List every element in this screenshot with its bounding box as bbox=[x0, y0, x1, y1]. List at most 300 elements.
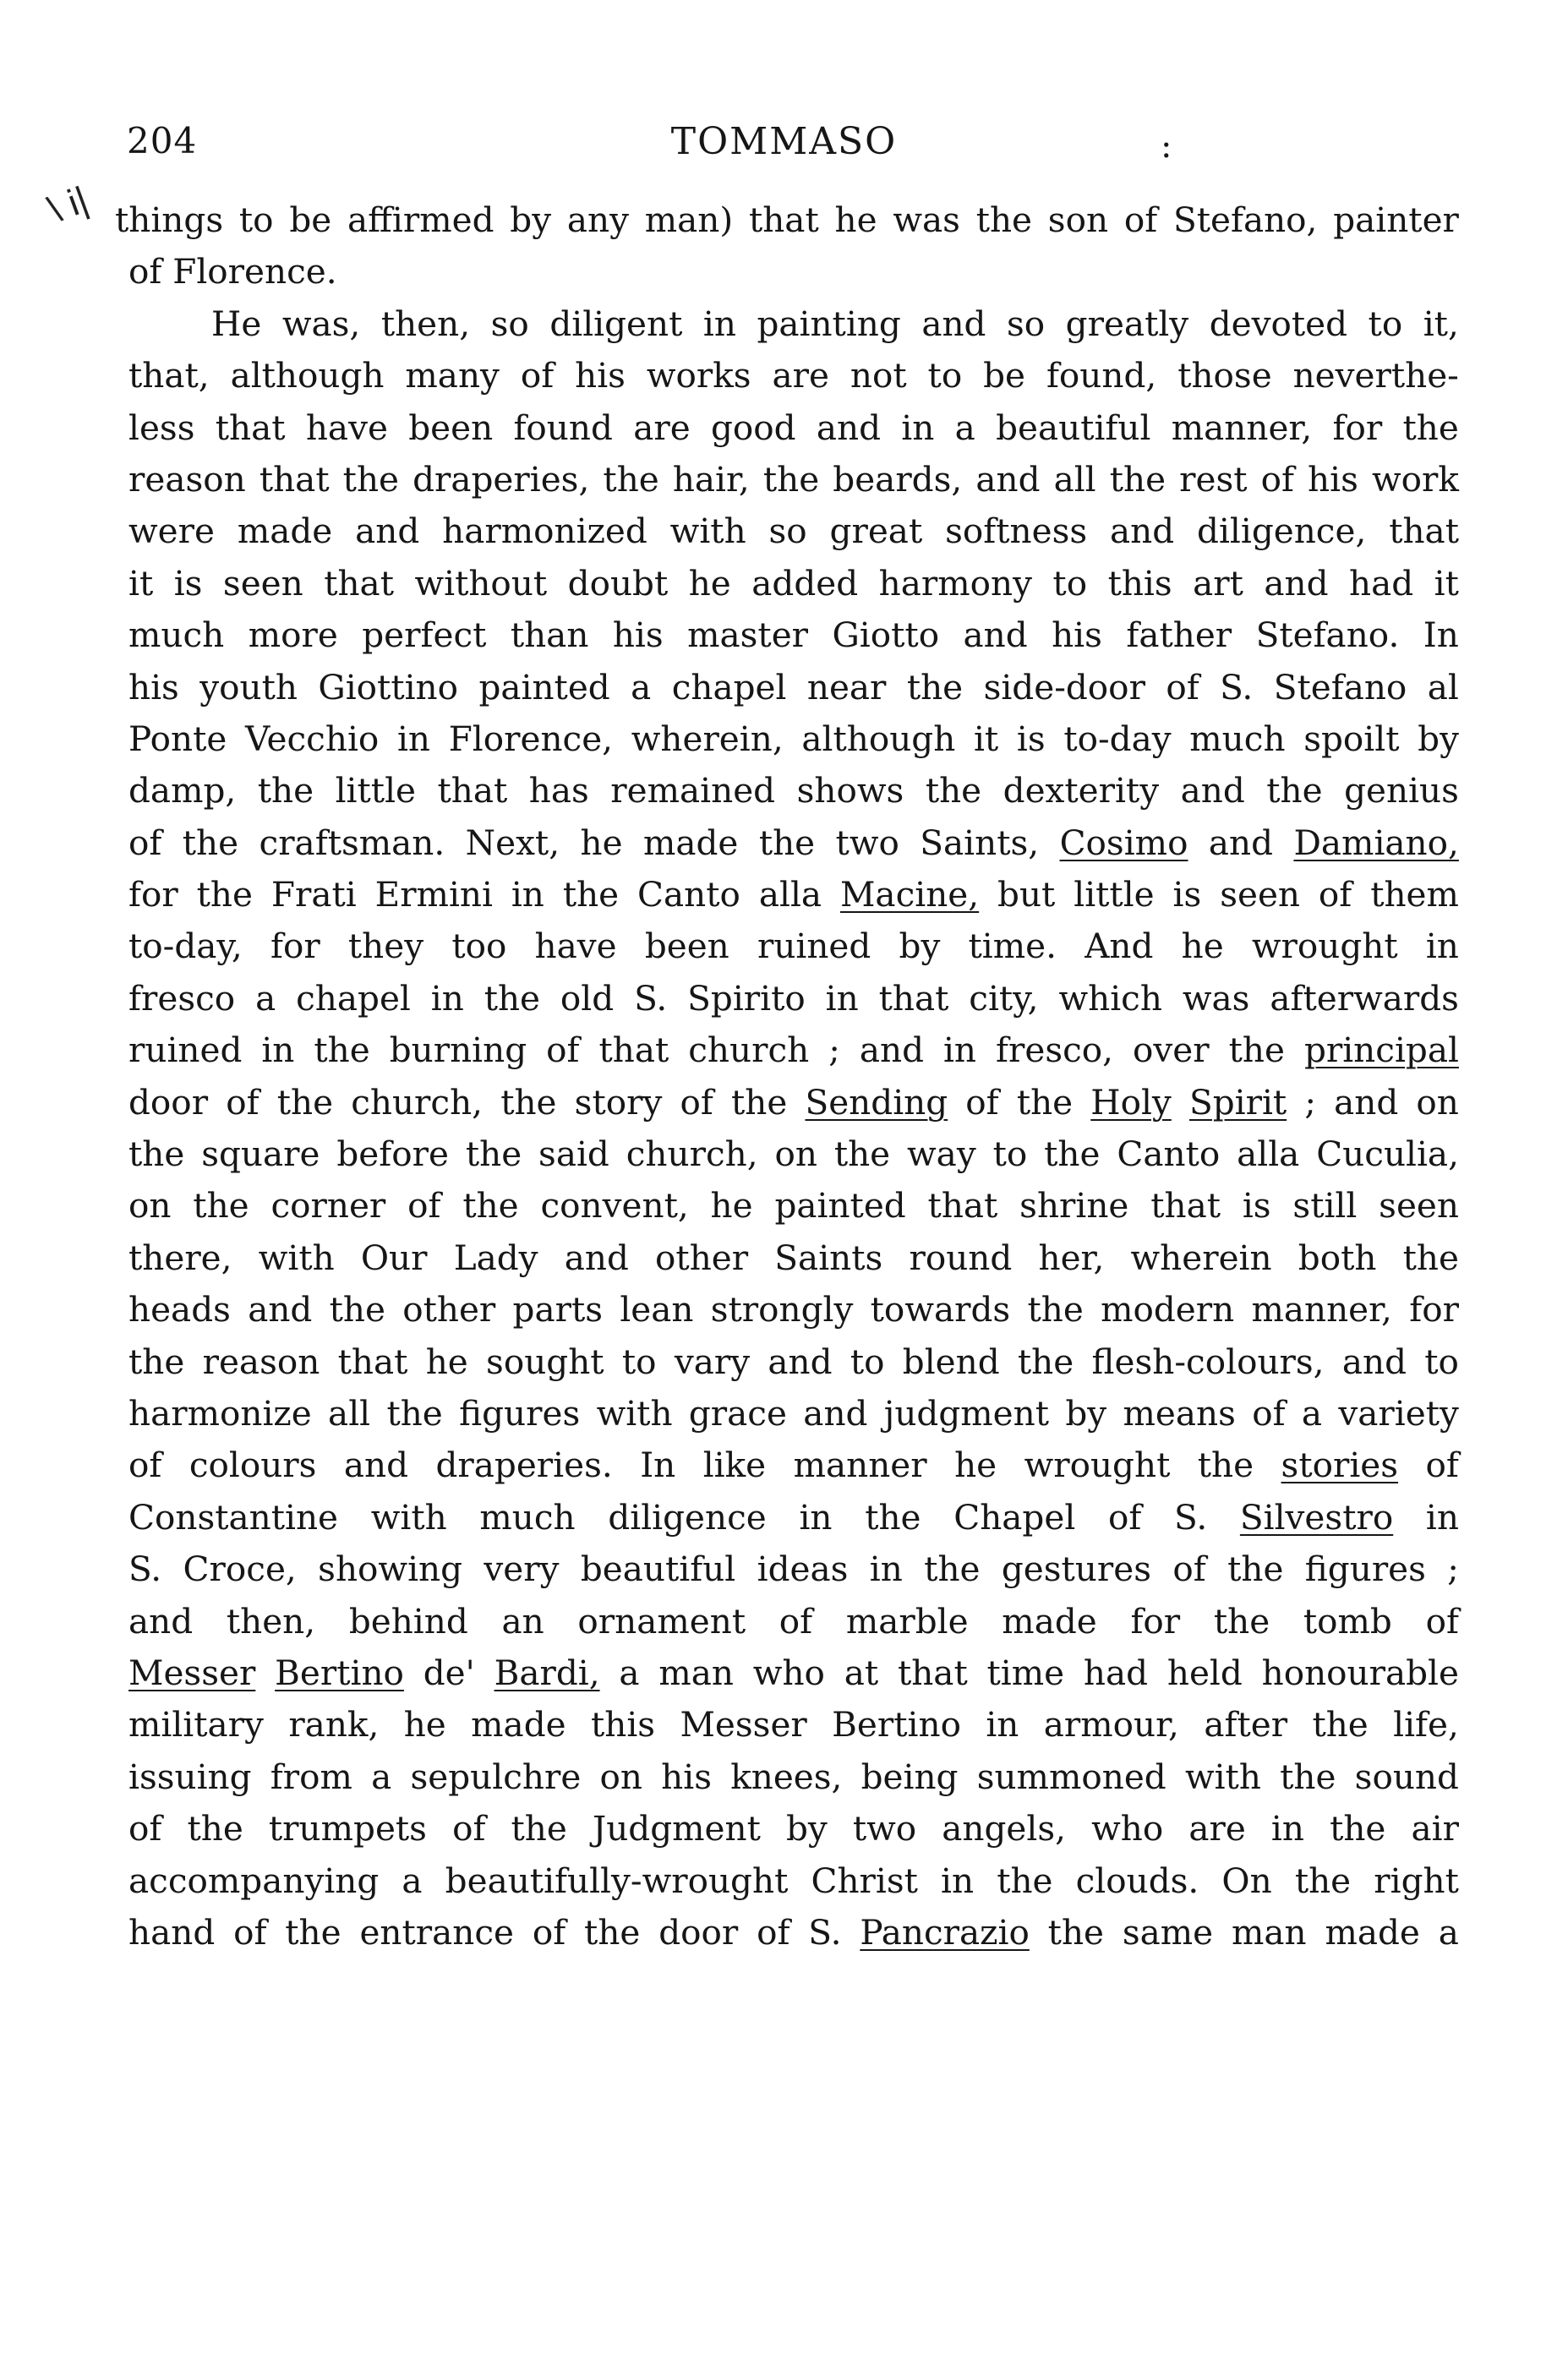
word: the bbox=[731, 1081, 788, 1123]
word: the bbox=[193, 1185, 249, 1226]
word: with bbox=[258, 1237, 335, 1278]
text-line bbox=[128, 1751, 1459, 1803]
word: an bbox=[501, 1600, 544, 1642]
word: the bbox=[1294, 1860, 1352, 1901]
word: that bbox=[927, 1185, 998, 1226]
word: those bbox=[1177, 355, 1272, 396]
word: greatly bbox=[1065, 303, 1189, 344]
word: the bbox=[500, 1081, 557, 1123]
text-line bbox=[128, 350, 1459, 402]
word: then, bbox=[380, 303, 471, 344]
word: Silvestro bbox=[1239, 1496, 1394, 1538]
word: and bbox=[564, 1237, 629, 1278]
word: master bbox=[687, 615, 809, 656]
word: the bbox=[465, 1134, 522, 1175]
word: the bbox=[1228, 1030, 1285, 1071]
word: affirmed bbox=[347, 199, 494, 240]
word: S. bbox=[808, 1911, 842, 1953]
word: ; bbox=[1447, 1549, 1459, 1590]
word: for bbox=[270, 926, 320, 967]
word: Saints, bbox=[920, 822, 1040, 863]
word: who bbox=[752, 1652, 825, 1693]
word: in bbox=[396, 718, 431, 759]
word: door bbox=[658, 1911, 739, 1953]
word: alla bbox=[758, 874, 822, 915]
word: little bbox=[335, 770, 416, 811]
word: Ponte bbox=[128, 718, 227, 759]
word: de' bbox=[423, 1652, 475, 1693]
word: of bbox=[779, 1600, 813, 1642]
word: the bbox=[182, 822, 239, 863]
word: Cuculia, bbox=[1316, 1134, 1459, 1175]
word: Giotto bbox=[832, 615, 940, 656]
word: in bbox=[825, 977, 859, 1019]
word: was bbox=[893, 199, 960, 240]
word: and bbox=[1334, 1081, 1399, 1123]
word: both bbox=[1298, 1237, 1377, 1278]
text-line bbox=[128, 1907, 1459, 1959]
word: in bbox=[702, 303, 736, 344]
word: it bbox=[128, 562, 154, 604]
word: of bbox=[1107, 1496, 1142, 1538]
word: wherein bbox=[1130, 1237, 1272, 1278]
word: so bbox=[1006, 303, 1046, 344]
word: that bbox=[1150, 1185, 1221, 1226]
word: accompanying bbox=[128, 1860, 380, 1901]
word: S. bbox=[634, 977, 668, 1019]
word: way bbox=[907, 1134, 976, 1175]
word: little bbox=[1074, 874, 1155, 915]
word: a bbox=[255, 977, 276, 1019]
word: Croce, bbox=[183, 1549, 297, 1590]
word: very bbox=[484, 1549, 560, 1590]
word: Christ bbox=[811, 1860, 918, 1901]
word: wrought bbox=[1024, 1445, 1171, 1486]
word: convent, bbox=[540, 1185, 689, 1226]
word: Messer bbox=[680, 1704, 807, 1745]
word: beautiful bbox=[996, 407, 1151, 448]
word: still bbox=[1292, 1185, 1358, 1226]
word: manner, bbox=[1251, 1289, 1392, 1330]
word: marble bbox=[845, 1600, 969, 1642]
word: harmonized bbox=[442, 511, 647, 552]
word: he bbox=[834, 199, 877, 240]
word: life, bbox=[1393, 1704, 1459, 1745]
word: Spirit bbox=[1188, 1081, 1287, 1123]
word: he bbox=[1181, 926, 1224, 967]
text-line bbox=[128, 973, 1459, 1024]
word: over bbox=[1133, 1030, 1210, 1071]
text-line bbox=[128, 869, 1459, 921]
word: the bbox=[276, 1081, 334, 1123]
word: in bbox=[869, 1549, 903, 1590]
word: summoned bbox=[976, 1756, 1166, 1797]
word: seen bbox=[1220, 874, 1301, 915]
word: the bbox=[924, 1549, 981, 1590]
word: Damiano, bbox=[1293, 822, 1459, 863]
word: many bbox=[405, 355, 500, 396]
word: reason bbox=[128, 458, 246, 500]
word: draperies. bbox=[435, 1445, 613, 1486]
word: the bbox=[314, 1030, 370, 1071]
word: although bbox=[801, 718, 956, 759]
word: trumpets bbox=[268, 1808, 427, 1849]
word: church, bbox=[626, 1134, 758, 1175]
word: he bbox=[425, 1341, 468, 1382]
word: the bbox=[484, 977, 541, 1019]
word: is bbox=[1242, 1185, 1271, 1226]
word: of bbox=[1425, 1600, 1459, 1642]
word: is bbox=[1016, 718, 1046, 759]
word: father bbox=[1126, 615, 1232, 656]
word: that bbox=[215, 407, 286, 448]
word: old bbox=[560, 977, 615, 1019]
word: shrine bbox=[1019, 1185, 1129, 1226]
word: diligent bbox=[549, 303, 683, 344]
text-line bbox=[128, 1284, 1459, 1336]
word: side-door bbox=[983, 666, 1145, 707]
word: be bbox=[983, 355, 1026, 396]
word: diligence, bbox=[1197, 511, 1367, 552]
word: chapel bbox=[671, 666, 787, 707]
word: clouds. bbox=[1075, 1860, 1199, 1901]
word: have bbox=[305, 407, 388, 448]
word: in bbox=[986, 1704, 1019, 1745]
word: being bbox=[860, 1756, 959, 1797]
word: have bbox=[534, 926, 617, 967]
word: found, bbox=[1046, 355, 1157, 396]
word: her, bbox=[1038, 1237, 1105, 1278]
word: much bbox=[1189, 718, 1286, 759]
word: door bbox=[128, 1081, 209, 1123]
word: the bbox=[603, 458, 659, 500]
word: of bbox=[1260, 458, 1294, 500]
word: In bbox=[640, 1445, 676, 1486]
word: flesh-colours, bbox=[1091, 1341, 1325, 1382]
word: other bbox=[655, 1237, 749, 1278]
word: Vecchio bbox=[245, 718, 380, 759]
word: ideas bbox=[757, 1549, 849, 1590]
word: in bbox=[430, 977, 464, 1019]
word: his bbox=[1052, 615, 1102, 656]
word: Chapel bbox=[953, 1496, 1076, 1538]
text-line bbox=[128, 558, 1459, 609]
word: a bbox=[1438, 1911, 1459, 1953]
word: work bbox=[1371, 458, 1459, 500]
word: Lady bbox=[453, 1237, 538, 1278]
word: figures bbox=[459, 1392, 581, 1434]
word: of bbox=[128, 822, 162, 863]
word: made bbox=[237, 511, 333, 552]
word: genius bbox=[1344, 770, 1459, 811]
word: on bbox=[774, 1134, 817, 1175]
word: made bbox=[1002, 1600, 1097, 1642]
word: Giottino bbox=[318, 666, 459, 707]
word: although bbox=[230, 355, 385, 396]
word: wrought bbox=[1251, 926, 1398, 967]
word: damp, bbox=[128, 770, 237, 811]
word: to-day bbox=[1063, 718, 1172, 759]
word: square bbox=[201, 1134, 320, 1175]
word: of bbox=[680, 1081, 713, 1123]
word: draperies, bbox=[412, 458, 590, 500]
word: city, bbox=[969, 977, 1039, 1019]
word: parts bbox=[512, 1289, 604, 1330]
word: lean bbox=[620, 1289, 694, 1330]
word: shows bbox=[796, 770, 904, 811]
word: of bbox=[1172, 1549, 1206, 1590]
word: other bbox=[402, 1289, 496, 1330]
word: the bbox=[128, 1134, 185, 1175]
word: man bbox=[658, 1652, 734, 1693]
word: it bbox=[1434, 562, 1459, 604]
word: vary bbox=[674, 1341, 751, 1382]
word: to bbox=[927, 355, 963, 396]
text-line bbox=[115, 194, 1459, 246]
text-line bbox=[128, 1699, 1459, 1751]
word: the bbox=[1017, 1341, 1074, 1382]
word: by bbox=[1065, 1392, 1107, 1434]
word: at bbox=[844, 1652, 879, 1693]
text-line bbox=[128, 713, 1459, 765]
word: and bbox=[921, 303, 986, 344]
word: issuing bbox=[128, 1756, 252, 1797]
word: the bbox=[997, 1860, 1053, 1901]
word: and bbox=[1180, 770, 1245, 811]
word: the bbox=[1402, 407, 1459, 448]
word: had bbox=[1349, 562, 1414, 604]
word: it, bbox=[1423, 303, 1459, 344]
word: the bbox=[758, 822, 816, 863]
word: judgment bbox=[883, 1392, 1050, 1434]
text-line bbox=[128, 1336, 1459, 1388]
word: beautifully-wrought bbox=[445, 1860, 789, 1901]
word: of bbox=[452, 1808, 486, 1849]
word: so bbox=[490, 303, 529, 344]
word: found bbox=[513, 407, 613, 448]
word: they bbox=[347, 926, 424, 967]
text-line bbox=[128, 1024, 1459, 1076]
word: after bbox=[1204, 1704, 1288, 1745]
word: made bbox=[1325, 1911, 1420, 1953]
word: by bbox=[899, 926, 941, 967]
word: great bbox=[829, 511, 923, 552]
word: And bbox=[1084, 926, 1154, 967]
word: and bbox=[975, 458, 1041, 500]
word: figures bbox=[1304, 1549, 1426, 1590]
word: modern bbox=[1101, 1289, 1235, 1330]
word: who bbox=[1091, 1808, 1164, 1849]
word: of bbox=[233, 1911, 267, 1953]
text-line bbox=[128, 609, 1459, 661]
word: his bbox=[1308, 458, 1358, 500]
word: to bbox=[1052, 562, 1088, 604]
word: church, bbox=[351, 1081, 484, 1123]
text-line bbox=[128, 662, 1459, 713]
word: he bbox=[580, 822, 623, 863]
word: remained bbox=[610, 770, 776, 811]
word: alla bbox=[1237, 1134, 1300, 1175]
word: all bbox=[1053, 458, 1096, 500]
word: wherein, bbox=[631, 718, 784, 759]
word: on bbox=[599, 1756, 642, 1797]
word: that bbox=[878, 977, 949, 1019]
word: Bertino bbox=[832, 1704, 961, 1745]
word: the bbox=[906, 666, 964, 707]
word: to bbox=[621, 1341, 657, 1382]
word: was bbox=[1182, 977, 1250, 1019]
word: near bbox=[806, 666, 887, 707]
text-line bbox=[128, 765, 1459, 817]
word: by bbox=[785, 1808, 828, 1849]
word: works bbox=[646, 355, 751, 396]
word: to bbox=[850, 1341, 885, 1382]
word: that bbox=[598, 1030, 669, 1071]
word: tomb bbox=[1303, 1600, 1392, 1642]
word: Macine, bbox=[839, 874, 980, 915]
word: added bbox=[751, 562, 859, 604]
word: his bbox=[575, 355, 626, 396]
word: Judgment bbox=[592, 1808, 761, 1849]
word: beautiful bbox=[580, 1549, 736, 1590]
word: doubt bbox=[567, 562, 669, 604]
word: the bbox=[342, 458, 399, 500]
text-line bbox=[128, 505, 1459, 557]
word: the bbox=[562, 874, 620, 915]
word: is bbox=[173, 562, 203, 604]
word: by bbox=[1418, 718, 1459, 759]
word: not bbox=[850, 355, 907, 396]
word: the bbox=[1197, 1445, 1254, 1486]
word: He bbox=[211, 303, 262, 344]
word: the bbox=[329, 1289, 385, 1330]
word: the bbox=[1330, 1808, 1386, 1849]
word: and bbox=[963, 615, 1028, 656]
word: honourable bbox=[1261, 1652, 1459, 1693]
word: any bbox=[566, 199, 629, 240]
word: in bbox=[799, 1496, 833, 1538]
word: harmony bbox=[878, 562, 1032, 604]
word: much bbox=[479, 1496, 576, 1538]
word: Next, bbox=[465, 822, 560, 863]
word: of bbox=[226, 1081, 260, 1123]
word: with bbox=[596, 1392, 673, 1434]
word: and bbox=[128, 1600, 194, 1642]
word: the bbox=[865, 1496, 921, 1538]
word: in bbox=[941, 1860, 975, 1901]
word: the bbox=[511, 1808, 567, 1849]
word: Messer bbox=[128, 1652, 256, 1693]
word: ruined bbox=[128, 1030, 243, 1071]
word: harmonize bbox=[128, 1392, 312, 1434]
word: more bbox=[248, 615, 338, 656]
word: al bbox=[1427, 666, 1459, 707]
word: armour, bbox=[1043, 1704, 1179, 1745]
text-line bbox=[128, 1388, 1459, 1440]
word: which bbox=[1058, 977, 1162, 1019]
word: knees, bbox=[730, 1756, 843, 1797]
word: a bbox=[619, 1652, 640, 1693]
word: two bbox=[852, 1808, 917, 1849]
word: and bbox=[343, 1445, 409, 1486]
word: variety bbox=[1338, 1392, 1459, 1434]
word: too bbox=[451, 926, 507, 967]
margin-annotation: \ i| bbox=[42, 178, 94, 232]
word: without bbox=[414, 562, 548, 604]
word: this bbox=[590, 1704, 656, 1745]
text-line bbox=[128, 1803, 1459, 1855]
word: painted bbox=[774, 1185, 906, 1226]
text-line bbox=[128, 454, 1459, 505]
word: are bbox=[772, 355, 829, 396]
word: the bbox=[1280, 1756, 1336, 1797]
word: In bbox=[1423, 615, 1459, 656]
word: manner bbox=[793, 1445, 927, 1486]
text-line bbox=[128, 1128, 1459, 1180]
word: craftsman. bbox=[259, 822, 445, 863]
word: has bbox=[528, 770, 589, 811]
word: on bbox=[128, 1185, 172, 1226]
word: held bbox=[1166, 1652, 1243, 1693]
word: that bbox=[324, 562, 394, 604]
word: Canto bbox=[1117, 1134, 1221, 1175]
word: painter bbox=[1333, 199, 1459, 240]
text-line bbox=[128, 1232, 1459, 1284]
word: colours bbox=[188, 1445, 317, 1486]
word: and bbox=[1264, 562, 1329, 604]
word: two bbox=[835, 822, 899, 863]
word: son bbox=[1047, 199, 1109, 240]
word: showing bbox=[318, 1549, 463, 1590]
word: Holy bbox=[1090, 1081, 1172, 1123]
word: for bbox=[1332, 407, 1383, 448]
word: he bbox=[688, 562, 731, 604]
word: and bbox=[768, 1341, 833, 1382]
word: had bbox=[1083, 1652, 1149, 1693]
word: the bbox=[1227, 1549, 1284, 1590]
word: fresco, bbox=[996, 1030, 1114, 1071]
word: before bbox=[336, 1134, 449, 1175]
word: the bbox=[187, 1808, 243, 1849]
word: for bbox=[1130, 1600, 1181, 1642]
word: in bbox=[1425, 1496, 1459, 1538]
word: that bbox=[337, 1341, 408, 1382]
text-line bbox=[128, 1647, 1459, 1699]
word: than bbox=[510, 615, 589, 656]
word: entrance bbox=[359, 1911, 515, 1953]
word: it bbox=[973, 718, 999, 759]
word: that bbox=[748, 199, 819, 240]
word: his bbox=[612, 615, 664, 656]
word: perfect bbox=[362, 615, 487, 656]
text-line bbox=[128, 1596, 1459, 1647]
word: a bbox=[954, 407, 975, 448]
word: are bbox=[1188, 1808, 1246, 1849]
word: Spirito bbox=[687, 977, 806, 1019]
text-line bbox=[128, 817, 1459, 869]
word: that, bbox=[128, 355, 210, 396]
word: rank, bbox=[288, 1704, 380, 1745]
word: all bbox=[328, 1392, 371, 1434]
word: was, bbox=[281, 303, 361, 344]
word: a bbox=[631, 666, 652, 707]
word: air bbox=[1411, 1808, 1459, 1849]
word: things bbox=[115, 199, 224, 240]
word: of bbox=[546, 1030, 580, 1071]
word: the bbox=[584, 1911, 641, 1953]
word: a bbox=[402, 1860, 423, 1901]
word: and bbox=[1208, 822, 1274, 863]
